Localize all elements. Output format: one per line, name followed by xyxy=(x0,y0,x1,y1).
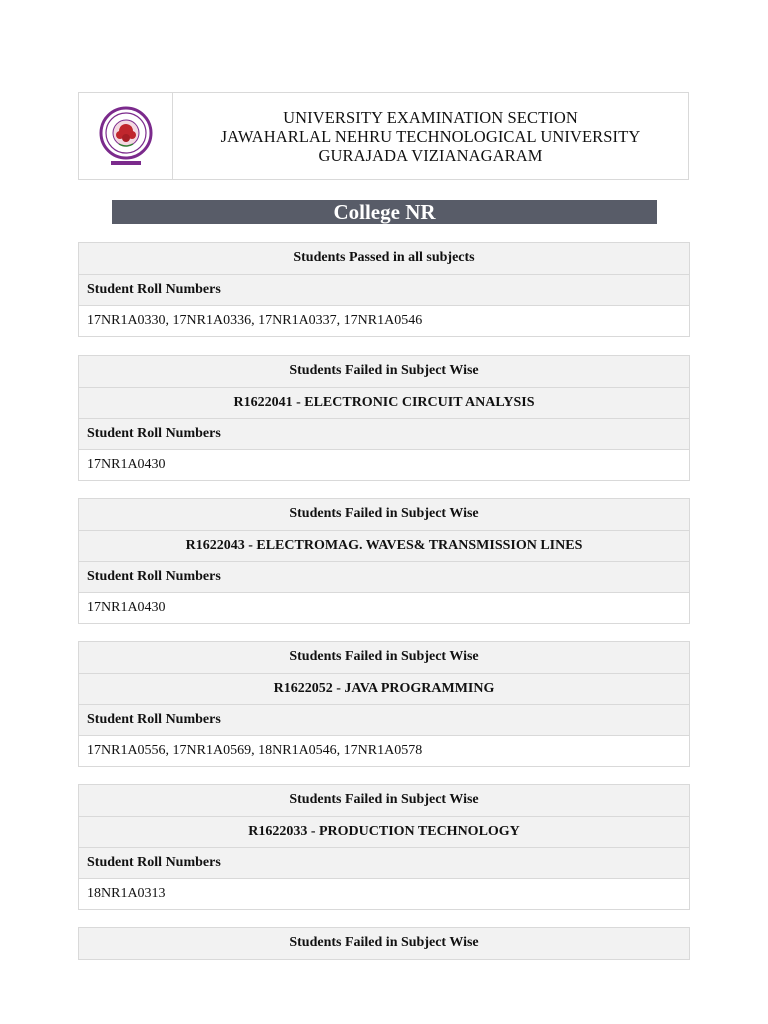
roll-numbers: 17NR1A0330, 17NR1A0336, 17NR1A0337, 17NR1A0546 xyxy=(79,305,689,336)
section-heading: Students Failed in Subject Wise xyxy=(79,499,689,530)
subject-title: R1622052 - JAVA PROGRAMMING xyxy=(79,673,689,704)
passed-section xyxy=(78,242,690,337)
subject-title: R1622033 - PRODUCTION TECHNOLOGY xyxy=(79,816,689,847)
header-line-2: JAWAHARLAL NEHRU TECHNOLOGICAL UNIVERSITY xyxy=(220,126,641,146)
logo-cell xyxy=(79,93,173,179)
header-line-1: UNIVERSITY EXAMINATION SECTION xyxy=(283,107,578,127)
roll-numbers: 18NR1A0313 xyxy=(79,878,689,909)
header-line-3: GURAJADA VIZIANAGARAM xyxy=(318,145,543,165)
university-header xyxy=(78,92,689,180)
roll-numbers: 17NR1A0430 xyxy=(79,449,689,480)
failed-section xyxy=(78,641,690,767)
roll-label: Student Roll Numbers xyxy=(79,274,689,305)
roll-label: Student Roll Numbers xyxy=(79,561,689,592)
section-heading: Students Failed in Subject Wise xyxy=(79,642,689,673)
section-heading: Students Failed in Subject Wise xyxy=(79,356,689,387)
roll-label: Student Roll Numbers xyxy=(79,704,689,735)
university-seal-icon xyxy=(99,103,153,169)
failed-section xyxy=(78,927,690,960)
roll-label: Student Roll Numbers xyxy=(79,847,689,878)
roll-numbers: 17NR1A0556, 17NR1A0569, 18NR1A0546, 17NR1A0578 xyxy=(79,735,689,766)
section-heading: Students Passed in all subjects xyxy=(79,243,689,274)
roll-numbers: 17NR1A0430 xyxy=(79,592,689,623)
roll-label: Student Roll Numbers xyxy=(79,418,689,449)
subject-title: R1622041 - ELECTRONIC CIRCUIT ANALYSIS xyxy=(79,387,689,418)
failed-section xyxy=(78,498,690,624)
subject-title: R1622043 - ELECTROMAG. WAVES& TRANSMISSION LINES xyxy=(79,530,689,561)
header-text xyxy=(173,93,688,179)
section-heading: Students Failed in Subject Wise xyxy=(79,928,689,959)
section-heading: Students Failed in Subject Wise xyxy=(79,785,689,816)
college-title: College NR xyxy=(112,200,657,224)
failed-section xyxy=(78,784,690,910)
failed-section xyxy=(78,355,690,481)
